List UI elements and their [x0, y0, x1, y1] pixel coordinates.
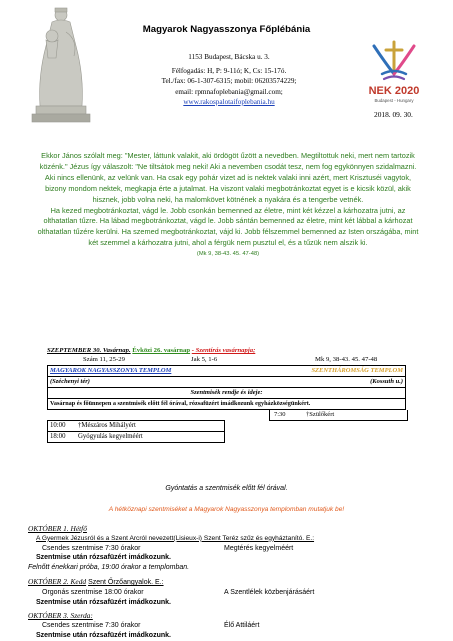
weekday-mass-notice: A hétköznapi szentmiséket a Magyarok Nagyasszonya templomban mutatjuk be!: [108, 506, 345, 513]
right-mass-time: 7:30: [274, 411, 286, 418]
nek-logo-text: NEK 2020: [368, 85, 420, 97]
confession-note: Gyóntatás a szentmisék előtt fél órával.: [165, 485, 288, 492]
phone-numbers: Tel./fax: 06-1-307-6315; mobil: 06203574229;: [161, 77, 297, 86]
sunday-schedule: [47, 346, 406, 440]
rosary-line: Szentmise után rózsafüzért imádkozunk.: [36, 631, 171, 639]
nek-2020-logo: [356, 38, 432, 111]
rosary-line: Szentmise után rózsafüzért imádkozunk.: [36, 554, 171, 562]
day-heading: OKTÓBER 3. Szerda:: [28, 611, 93, 621]
mass-description: Orgonás szentmise 18:00 órakor: [42, 588, 144, 596]
mass-row: [47, 431, 225, 443]
left-mass-rows: [47, 420, 225, 440]
reading-1: Szám 11, 25-29: [83, 356, 125, 363]
rosary-line: Szentmise után rózsafüzért imádkozunk.: [36, 598, 171, 606]
sunday-heading: [47, 346, 406, 355]
gospel-paragraph-2: Ha kezed megbotránkoztat, vágd le. Jobb csonkán bemenned az életre, mint két kézzel a kárhozatra jutni, az olthatatlan tűzre. Ha lábad megbotránkoztat, vágd le. Jobb sántán bemenned az életre, mint két lábbal a kárhozat olthatatlan tűzére kerülni. Ha szemed megbotránkoztat, vájd ki. Jobb félszemmel bemenned az Isten országába, mint két szemmel a kárhozatra jutni, ahol a férgük nem pusztul el, és a tűzük nem alszik ki.: [37, 205, 419, 248]
parish-contact-info: [110, 52, 348, 107]
liturgical-sunday: Évközi 26. vasárnap: [132, 347, 191, 354]
reading-2: Jak 5, 1-6: [191, 356, 218, 363]
church-left-address: (Széchenyi tér): [48, 377, 251, 388]
gospel-paragraph-1: Ekkor János szólalt meg: "Mester, láttunk valakit, aki ördögöt űzött a nevedben. Megtiltottuk neki, mert nem tartozik közénk." Jézus így válaszolt: "Ne tiltsátok meg neki! Aki a nevemben csodát tesz, nem fog egykönnyen szidalmazni. Aki nincs ellenünk, az velünk van. Ha csak egy pohár vizet ad is nektek valaki inni azért, mert Krisztuséi vagytok, bizony mondom nektek, megkapja érte a jutalmat. Ha viszont valaki megbotránkoztat egyet is e kicsik közül, akik hisznek, jobb volna neki, ha malomkövet kötnének a nyakára és a tengerbe vetnék.: [39, 151, 417, 204]
weekday-schedule: [28, 524, 448, 641]
mass-time: 10:00: [50, 422, 66, 429]
parish-address: 1153 Budapest, Bácska u. 3.: [188, 53, 270, 61]
feast-title: Szent Őrzőangyalok. E.:: [88, 578, 164, 586]
day-heading-row: [28, 577, 448, 588]
parish-title: Magyarok Nagyasszonya Főplébánia: [142, 24, 311, 35]
gospel-passage: [34, 151, 422, 260]
mass-rows: [47, 410, 406, 440]
right-mass-row: [269, 410, 408, 421]
nek-logo-subtitle: Budapest - Hungary: [374, 98, 414, 103]
mass-description: Csendes szentmise 7:30 órakor: [42, 544, 141, 552]
mass-line: [28, 588, 448, 598]
office-hours: Félfogadás: H, P: 9-11ó; K, Cs: 15-17ó.: [171, 67, 287, 76]
readings-row: [47, 355, 406, 365]
church-right-address: (Kossuth u.): [251, 377, 406, 388]
mass-intention: Gyógyulás kegyelméért: [78, 433, 143, 440]
mass-intention: A Szentlélek közbenjárásáért: [224, 588, 315, 596]
mass-intention: †Mészáros Mihályért: [78, 422, 136, 429]
day-heading: OKTÓBER 2. Kedd: [28, 576, 87, 586]
website-link[interactable]: www.rakospalotaifoplebania.hu: [183, 97, 275, 106]
email-address: email: rpmnafoplebania@gmail.com;: [175, 87, 283, 96]
right-mass-intention: †Szülőkért: [306, 411, 335, 418]
scripture-sunday-label: - Szentírás vasárnapja;: [191, 347, 256, 354]
mass-intention: Élő Attiláért: [224, 622, 260, 630]
feast-title: A Gyermek Jézusról és a Szent Arcról nevezett(Lisieux-i) Szent Teréz szűz és egyháztanító. E.:: [36, 534, 315, 542]
sunday-date: SZEPTEMBER 30. Vasárnap.: [47, 347, 131, 354]
church-right-name: SZENTHÁROMSÁG TEMPLOM: [251, 366, 406, 377]
church-left-name: MAGYAROK NAGYASSZONYA TEMPLOM: [48, 366, 251, 377]
mass-row: [47, 420, 225, 431]
mass-time: 18:00: [50, 433, 66, 440]
choir-rehearsal-note: Felnőtt énekkari próba, 19:00 órakor a templomban.: [28, 564, 190, 572]
day-heading: OKTÓBER 1. Hétfő: [28, 524, 87, 533]
rosary-note: Vasárnap és főünnepen a szentmisék előtt fél órával, rózsafüzért imádkozunk egyházközségünkért.: [48, 399, 406, 410]
reading-3: Mk 9, 38-43. 45. 47-48: [315, 356, 378, 363]
mass-line: [28, 621, 448, 631]
gospel-reference: (Mk 9, 38-43. 45. 47-48): [196, 251, 260, 258]
mass-line: [28, 544, 448, 554]
mass-intention: Megtérés kegyelméért: [224, 544, 294, 552]
mass-description: Csendes szentmise 7:30 órakor: [42, 622, 141, 630]
bulletin-date: 2018. 09. 30.: [374, 110, 413, 119]
mass-schedule-table: [47, 365, 406, 410]
mass-order-heading: Szentmisék rendje és ideje:: [48, 388, 406, 399]
